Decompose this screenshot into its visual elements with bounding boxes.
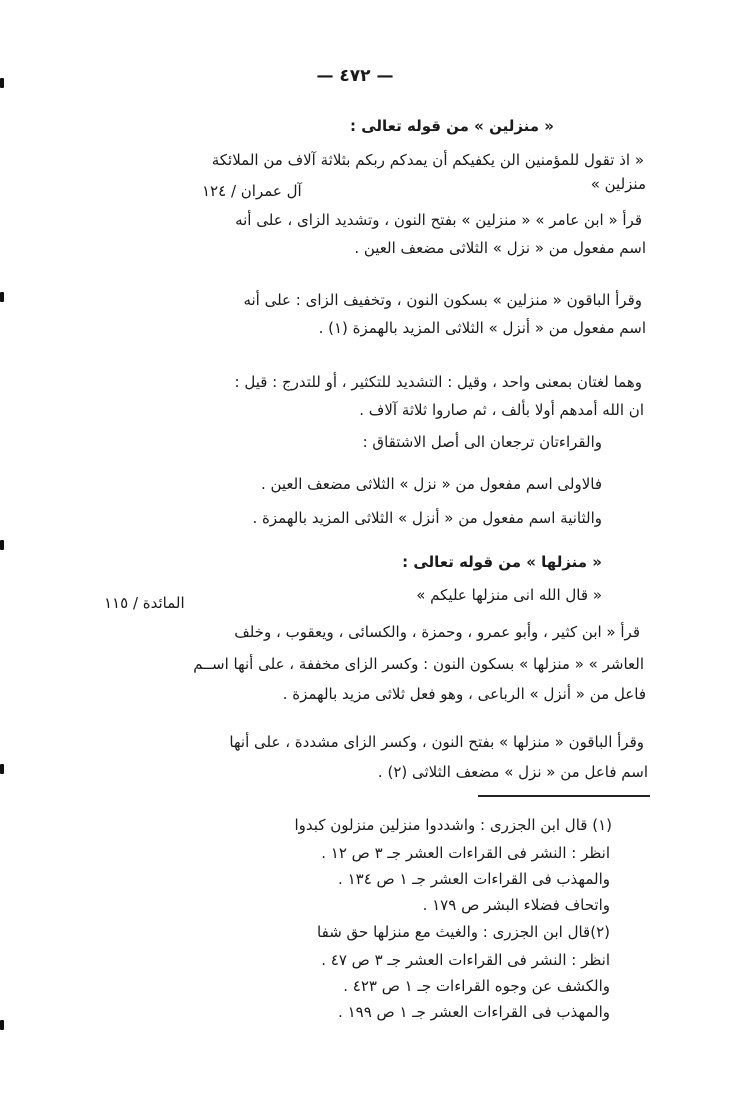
text-line: العاشر » « منزلها » بسكون النون : وكسر الزاى مخففة ، على أنها اســم xyxy=(193,655,644,673)
verse-heading: « منزلين » من قوله تعالى : xyxy=(350,117,554,135)
text-line: والقراءتان ترجعان الى أصل الاشتقاق : xyxy=(362,433,602,451)
scan-mark xyxy=(0,540,4,550)
verse-reference: آل عمران / ١٢٤ xyxy=(202,182,302,200)
footnote-line: والمهذب فى القراءات العشر جـ ١ ص ١٣٤ . xyxy=(338,870,610,888)
text-line: قرأ « ابن كثير ، وأبو عمرو ، وحمزة ، والكسائى ، ويعقوب ، وخلف xyxy=(234,623,640,641)
verse-heading: « منزلها » من قوله تعالى : xyxy=(402,553,602,571)
scan-mark xyxy=(0,78,4,88)
text-line: وهما لغتان بمعنى واحد ، وقيل : التشديد للتكثير ، أو للتدرج : قيل : xyxy=(234,373,642,391)
footnote-line: والمهذب فى القراءات العشر جـ ١ ص ١٩٩ . xyxy=(338,1003,610,1021)
text-line: ان الله أمدهم أولا بألف ، ثم صاروا ثلاثة آلاف . xyxy=(359,401,644,419)
footnote-line: انظر : النشر فى القراءات العشر جـ ٣ ص ٤٧ . xyxy=(321,951,610,969)
footnote-line: والكشف عن وجوه القراءات جـ ١ ص ٤٢٣ . xyxy=(343,977,610,995)
text-line: وقرأ الباقون « منزلها » بفتح النون ، وكسر الزاى مشددة ، على أنها xyxy=(229,733,644,751)
footnote-line: واتحاف فضلاء البشر ص ١٧٩ . xyxy=(422,896,610,914)
text-line: اسم فاعل من « نزل » مضعف الثلاثى (٢) . xyxy=(377,763,648,781)
text-line: فاعل من « أنزل » الرباعى ، وهو فعل ثلاثى مزيد بالهمزة . xyxy=(282,685,646,703)
text-line: فالاولى اسم مفعول من « نزل » الثلاثى مضعف العين . xyxy=(260,475,602,493)
verse-text: منزلين » xyxy=(590,175,646,193)
page-number: — ٤٧٢ — xyxy=(316,66,394,86)
footnote-line: (٢)قال ابن الجزرى : والغيث مع منزلها حق شفا xyxy=(317,923,610,941)
text-line: قرأ « ابن عامر » « منزلين » بفتح النون ، وتشديد الزاى ، على أنه xyxy=(235,211,642,229)
text-line: وقرأ الباقون « منزلين » بسكون النون ، وتخفيف الزاى : على أنه xyxy=(243,291,642,309)
text-line: اسم مفعول من « أنزل » الثلاثى المزيد بالهمزة (١) . xyxy=(318,319,646,337)
text-line: اسم مفعول من « نزل » الثلاثى مضعف العين . xyxy=(354,239,646,257)
verse-text: « قال الله انى منزلها عليكم » xyxy=(416,586,602,604)
footnote-line: انظر : النشر فى القراءات العشر جـ ٣ ص ١٢ . xyxy=(321,844,610,862)
verse-text: « اذ تقول للمؤمنين الن يكفيكم أن يمدكم ربكم بثلاثة آلاف من الملائكة xyxy=(211,151,644,169)
scan-mark xyxy=(0,292,4,302)
text-line: والثانية اسم مفعول من « أنزل » الثلاثى المزيد بالهمزة . xyxy=(252,509,602,527)
verse-reference: المائدة / ١١٥ xyxy=(104,594,185,612)
footnote-line: (١) قال ابن الجزرى : واشددوا منزلين منزلون كبدوا xyxy=(294,816,612,834)
footnote-divider xyxy=(478,795,650,797)
scan-mark xyxy=(0,764,4,774)
scan-mark xyxy=(0,1020,4,1030)
